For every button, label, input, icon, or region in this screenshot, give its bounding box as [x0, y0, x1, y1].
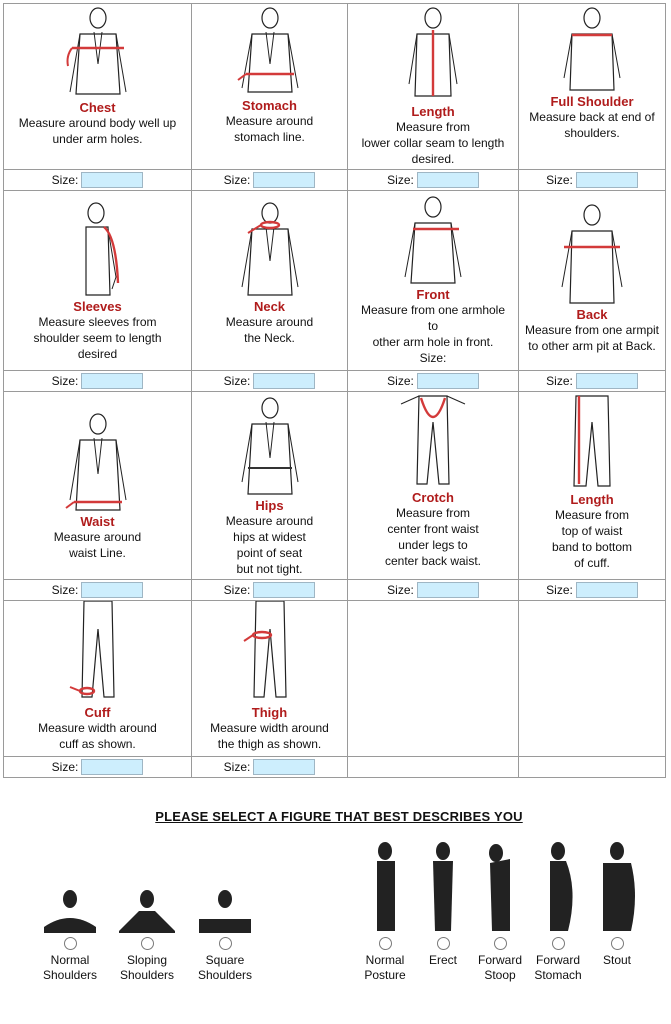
crotch-desc-line: under legs to [398, 538, 468, 552]
chest-title: Chest [79, 100, 116, 115]
sleeves-desc-line: Measure sleeves from [38, 315, 157, 329]
crotch-desc-line: center back waist. [384, 554, 482, 568]
waist-size-input[interactable] [81, 582, 143, 598]
waist-desc-line: Measure around [53, 530, 142, 544]
measure-cell-thigh [192, 601, 348, 757]
hips-desc-line: Measure around [225, 514, 314, 528]
size-cell [4, 371, 192, 392]
chest-size-input[interactable] [81, 172, 143, 188]
size-cell [348, 170, 519, 191]
thigh-title: Thigh [251, 705, 288, 720]
size-label: Size: [51, 173, 79, 187]
size-label: Size: [51, 583, 79, 597]
waist-title: Waist [80, 514, 115, 529]
cuff-desc-line: cuff as shown. [59, 737, 136, 751]
front-desc-line: Measure from one armhole [360, 303, 506, 317]
size-cell [192, 757, 348, 778]
empty-cell [348, 601, 519, 757]
size-label: Size: [223, 583, 251, 597]
forward-stomach-figure-icon [538, 839, 578, 933]
cuff-title: Cuff [84, 705, 111, 720]
back-figure-illustration [552, 195, 632, 307]
back-desc-line: to other arm pit at Back. [528, 339, 656, 353]
front-title: Front [416, 287, 450, 302]
trouser-length-desc-line: Measure from [554, 508, 630, 522]
posture-section [3, 783, 665, 1021]
size-label: Size: [546, 374, 573, 388]
measure-cell-stomach [192, 4, 348, 170]
sleeves-title: Sleeves [73, 299, 122, 314]
size-label: Size: [387, 173, 414, 187]
hips-desc-line: but not tight. [236, 562, 303, 576]
posture-option-normal[interactable] [359, 839, 411, 983]
size-cell [519, 580, 666, 601]
option-label: Sloping [126, 953, 168, 967]
stout-figure-icon [595, 839, 639, 933]
size-cell [348, 371, 519, 392]
front-desc-line: other arm hole in front. [372, 335, 494, 349]
empty-cell [519, 757, 666, 778]
option-label: Shoulders [42, 968, 98, 982]
chest-figure-illustration [58, 4, 138, 100]
normal-posture-figure-icon [365, 839, 405, 933]
crotch-size-input[interactable] [417, 582, 479, 598]
back-title: Back [576, 307, 608, 322]
neck-size-input[interactable] [253, 373, 315, 389]
measure-cell-full-shoulder [519, 4, 666, 170]
option-label: Stout [602, 953, 632, 967]
length-figure-illustration [393, 4, 473, 104]
option-label: Stoop [484, 968, 516, 982]
front-desc-line: Size: [419, 351, 447, 365]
length-desc-line: lower collar seam to length [361, 136, 505, 150]
option-label: Shoulders [197, 968, 253, 982]
chest-desc-line: Measure around body well up [18, 116, 177, 130]
size-cell [4, 170, 192, 191]
size-cell [192, 170, 348, 191]
measure-cell-crotch [348, 392, 519, 580]
sloping-shoulders-figure-icon [117, 887, 177, 933]
size-label: Size: [387, 374, 414, 388]
full-shoulder-size-input[interactable] [576, 172, 638, 188]
size-label: Size: [546, 583, 573, 597]
shoulder-option-square[interactable] [193, 887, 257, 983]
option-label: Forward [477, 953, 522, 967]
front-figure-illustration [393, 193, 473, 287]
crotch-desc-line: Measure from [395, 506, 471, 520]
cuff-figure-illustration [58, 601, 138, 705]
measure-cell-neck [192, 191, 348, 371]
sloping-shoulders-radio[interactable] [141, 937, 154, 950]
size-label: Size: [223, 374, 251, 388]
normal-shoulders-figure-icon [40, 887, 100, 933]
measure-cell-trouser-length [519, 392, 666, 580]
trouser-length-desc-line: top of waist [561, 524, 623, 538]
size-label: Size: [51, 760, 79, 774]
measurement-table [3, 3, 666, 778]
normal-shoulders-radio[interactable] [64, 937, 77, 950]
full-shoulder-desc-line: shoulders. [564, 126, 620, 140]
forward-stoop-radio[interactable] [494, 937, 507, 950]
stomach-size-input[interactable] [253, 172, 315, 188]
trouser-length-size-input[interactable] [576, 582, 638, 598]
trouser-length-desc-line: band to bottom [551, 540, 633, 554]
size-cell [4, 757, 192, 778]
size-cell [192, 580, 348, 601]
measure-cell-back [519, 191, 666, 371]
posture-option-erect[interactable] [419, 839, 467, 968]
thigh-desc-line: Measure width around [210, 721, 329, 735]
measure-cell-front [348, 191, 519, 371]
trouser-length-desc-line: of cuff. [574, 556, 610, 570]
measure-cell-cuff [4, 601, 192, 757]
length-title: Length [411, 104, 455, 119]
full-shoulder-figure-illustration [552, 4, 632, 94]
crotch-figure-illustration [393, 392, 473, 490]
stomach-figure-illustration [230, 4, 310, 98]
size-label: Size: [387, 583, 414, 597]
empty-cell [348, 757, 519, 778]
length-desc-line: Measure from [395, 120, 471, 134]
size-cell [519, 170, 666, 191]
sleeves-figure-illustration [58, 197, 138, 299]
option-label: Forward [535, 953, 580, 967]
size-label: Size: [223, 760, 251, 774]
square-shoulders-figure-icon [195, 887, 255, 933]
back-desc-line: Measure from one armpit [524, 323, 660, 337]
sleeves-desc-line: desired [77, 347, 118, 361]
thigh-desc-line: the thigh as shown. [217, 737, 322, 751]
stout-radio[interactable] [611, 937, 624, 950]
neck-desc-line: the Neck. [244, 331, 295, 345]
posture-option-stout[interactable] [593, 839, 641, 968]
crotch-title: Crotch [412, 490, 454, 505]
cuff-desc-line: Measure width around [38, 721, 157, 735]
size-cell [519, 371, 666, 392]
hips-desc-line: point of seat [236, 546, 303, 560]
sleeves-size-input[interactable] [81, 373, 143, 389]
trouser-length-figure-illustration [552, 392, 632, 492]
hips-size-input[interactable] [253, 582, 315, 598]
length-desc-line: desired. [411, 152, 455, 166]
trouser-length-title: Length [570, 492, 614, 507]
length-size-input[interactable] [417, 172, 479, 188]
option-label: Erect [428, 953, 457, 967]
measure-cell-sleeves [4, 191, 192, 371]
option-label: Posture [364, 968, 406, 982]
hips-title: Hips [255, 498, 284, 513]
neck-desc-line: Measure around [225, 315, 314, 329]
size-label: Size: [223, 173, 251, 187]
measure-cell-chest [4, 4, 192, 170]
square-shoulders-radio[interactable] [219, 937, 232, 950]
option-label: Normal [50, 953, 90, 967]
stomach-title: Stomach [242, 98, 297, 113]
option-label: Shoulders [119, 968, 175, 982]
forward-stomach-radio[interactable] [552, 937, 565, 950]
size-cell [192, 371, 348, 392]
stomach-desc-line: stomach line. [234, 130, 305, 144]
posture-option-forward-stoop[interactable] [473, 839, 527, 983]
normal-posture-radio[interactable] [379, 937, 392, 950]
measure-cell-hips [192, 392, 348, 580]
erect-posture-figure-icon [423, 839, 463, 933]
cuff-size-input[interactable] [81, 759, 143, 775]
hips-desc-line: hips at widest [233, 530, 306, 544]
thigh-size-input[interactable] [253, 759, 315, 775]
erect-posture-radio[interactable] [437, 937, 450, 950]
sleeves-desc-line: shoulder seem to length [33, 331, 162, 345]
full-shoulder-title: Full Shoulder [550, 94, 634, 109]
full-shoulder-desc-line: Measure back at end of [529, 110, 655, 124]
option-label: Stomach [534, 968, 582, 982]
front-desc-line: to [427, 319, 438, 333]
front-size-input[interactable] [417, 373, 479, 389]
waist-desc-line: waist Line. [69, 546, 126, 560]
neck-title: Neck [253, 299, 286, 314]
size-label: Size: [546, 173, 573, 187]
forward-stoop-figure-icon [480, 839, 520, 933]
size-cell [4, 580, 192, 601]
shoulder-option-normal[interactable] [39, 887, 101, 983]
crotch-desc-line: center front waist [387, 522, 479, 536]
posture-option-forward-stomach[interactable] [529, 839, 587, 983]
empty-cell [519, 601, 666, 757]
shoulder-option-sloping[interactable] [115, 887, 179, 983]
thigh-figure-illustration [230, 601, 310, 705]
measure-cell-length [348, 4, 519, 170]
back-size-input[interactable] [576, 373, 638, 389]
chest-desc-line: under arm holes. [52, 132, 143, 146]
size-cell [348, 580, 519, 601]
waist-figure-illustration [58, 410, 138, 514]
hips-figure-illustration [230, 394, 310, 498]
size-label: Size: [51, 374, 79, 388]
neck-figure-illustration [230, 197, 310, 299]
posture-heading: PLEASE SELECT A FIGURE THAT BEST DESCRIBES YOU [155, 809, 523, 824]
measure-cell-waist [4, 392, 192, 580]
option-label: Normal [365, 953, 405, 967]
option-label: Square [205, 953, 245, 967]
stomach-desc-line: Measure around [225, 114, 314, 128]
